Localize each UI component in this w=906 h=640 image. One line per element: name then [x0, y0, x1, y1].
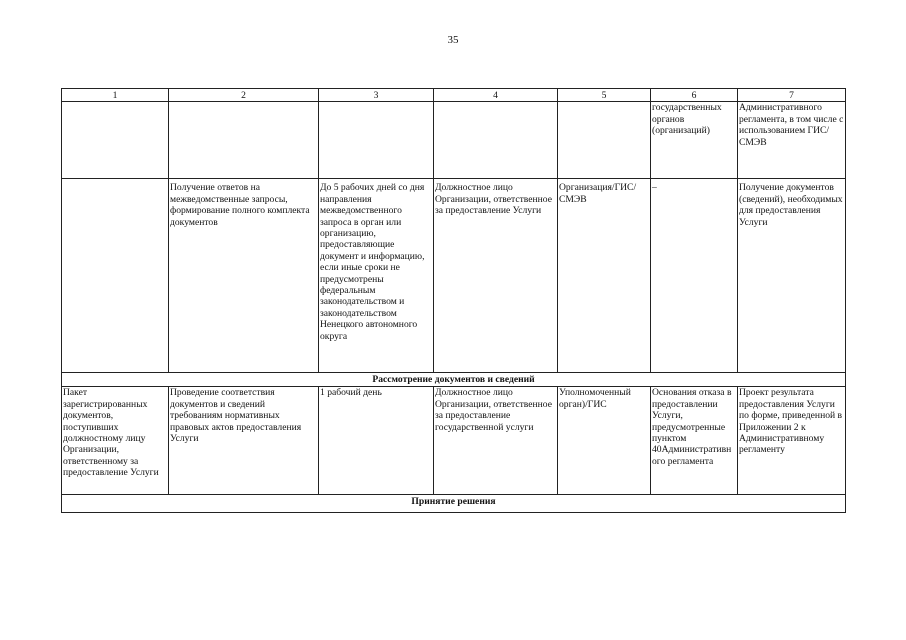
table-row — [62, 179, 846, 373]
table-cell — [62, 179, 169, 373]
table-cell: – — [651, 179, 738, 373]
table-cell: Основания отказа в предоставлении Услуги, предусмотренные пунктом 40Административного регламента — [651, 387, 738, 495]
table-row — [62, 102, 846, 179]
column-header: 6 — [651, 89, 738, 102]
table-cell: Проект результата предоставления Услуги по форме, приведенной в Приложении 2 к Административному регламенту — [738, 387, 846, 495]
page-number: 35 — [447, 34, 459, 46]
table-cell: Проведение соответствия документов и сведений требованиям нормативных правовых актов предоставления Услуги — [169, 387, 319, 495]
section-row — [62, 495, 846, 513]
table-cell: 1 рабочий день — [319, 387, 434, 495]
table-header-row — [62, 89, 846, 102]
table-cell: До 5 рабочих дней со дня направления межведомственного запроса в орган или организацию, предоставляющие документ и информацию, если иные сроки не предусмотрены федеральным законодательством и законодательством Ненецкого автономного округа — [319, 179, 434, 373]
column-header: 4 — [434, 89, 558, 102]
section-heading: Принятие решения — [62, 495, 846, 513]
column-header: 3 — [319, 89, 434, 102]
table-cell: государственных органов (организаций) — [651, 102, 738, 179]
table-cell: Пакет зарегистрированных документов, поступивших должностному лицу Организации, ответственному за предоставление Услуги — [62, 387, 169, 495]
table-cell — [558, 102, 651, 179]
table-cell — [169, 102, 319, 179]
table-cell: Уполномоченный орган)/ГИС — [558, 387, 651, 495]
table-cell — [434, 102, 558, 179]
column-header: 5 — [558, 89, 651, 102]
column-header: 1 — [62, 89, 169, 102]
section-heading: Рассмотрение документов и сведений — [62, 373, 846, 387]
table-row — [62, 387, 846, 495]
column-header: 7 — [738, 89, 846, 102]
table-cell — [319, 102, 434, 179]
column-header: 2 — [169, 89, 319, 102]
table-cell — [62, 102, 169, 179]
table-cell: Получение документов (сведений), необходимых для предоставления Услуги — [738, 179, 846, 373]
table-cell: Должностное лицо Организации, ответственное за предоставление государственной услуги — [434, 387, 558, 495]
section-row — [62, 373, 846, 387]
table-cell: Организация/ГИС/ СМЭВ — [558, 179, 651, 373]
table-cell: Должностное лицо Организации, ответственное за предоставление Услуги — [434, 179, 558, 373]
table-cell: Получение ответов на межведомственные запросы, формирование полного комплекта документов — [169, 179, 319, 373]
procedure-table — [61, 88, 846, 513]
table-cell: Административного регламента, в том числе с использованием ГИС/СМЭВ — [738, 102, 846, 179]
